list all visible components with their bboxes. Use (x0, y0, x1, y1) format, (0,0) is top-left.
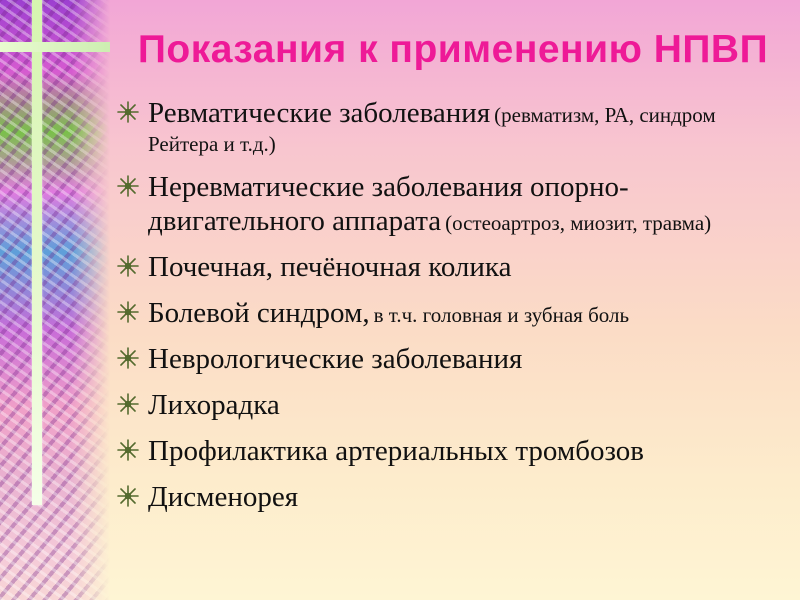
item-main-text: Дисменорея (148, 481, 299, 513)
asterisk-bullet-icon (116, 254, 140, 278)
list-item (116, 296, 786, 330)
item-main-text: Лихорадка (148, 389, 280, 421)
item-main-text: Профилактика артериальных тромбозов (148, 435, 644, 467)
slide-title: Показания к применению НПВП (137, 28, 769, 71)
list-item (116, 434, 786, 468)
asterisk-bullet-icon (116, 392, 140, 416)
asterisk-bullet-icon (116, 174, 140, 198)
item-main-text: Неревматические заболевания опорно-двигательного аппарата (148, 171, 629, 237)
decorative-horizontal-stripe (0, 42, 110, 52)
list-item (116, 170, 786, 238)
list-item (116, 388, 786, 422)
asterisk-bullet-icon (116, 438, 140, 462)
asterisk-bullet-icon (116, 300, 140, 324)
list-item (116, 96, 786, 158)
item-main-text: Почечная, печёночная колика (148, 251, 512, 283)
asterisk-bullet-icon (116, 484, 140, 508)
item-main-text: Ревматические заболевания (148, 97, 491, 129)
indications-list (116, 96, 786, 526)
asterisk-bullet-icon (116, 100, 140, 124)
item-main-text: Болевой синдром, (148, 297, 370, 329)
item-main-text: Неврологические заболевания (148, 343, 523, 375)
item-sub-text: в т.ч. головная и зубная боль (373, 303, 630, 327)
asterisk-bullet-icon (116, 346, 140, 370)
list-item (116, 480, 786, 514)
list-item (116, 342, 786, 376)
item-sub-text: (ревматизм, РА, синдром Рейтера и т.д.) (148, 103, 716, 156)
item-sub-text: (остеоартроз, миозит, травма) (445, 211, 712, 235)
decorative-mosaic-strip (0, 0, 110, 600)
decorative-vertical-stripe (32, 0, 42, 505)
list-item (116, 250, 786, 284)
